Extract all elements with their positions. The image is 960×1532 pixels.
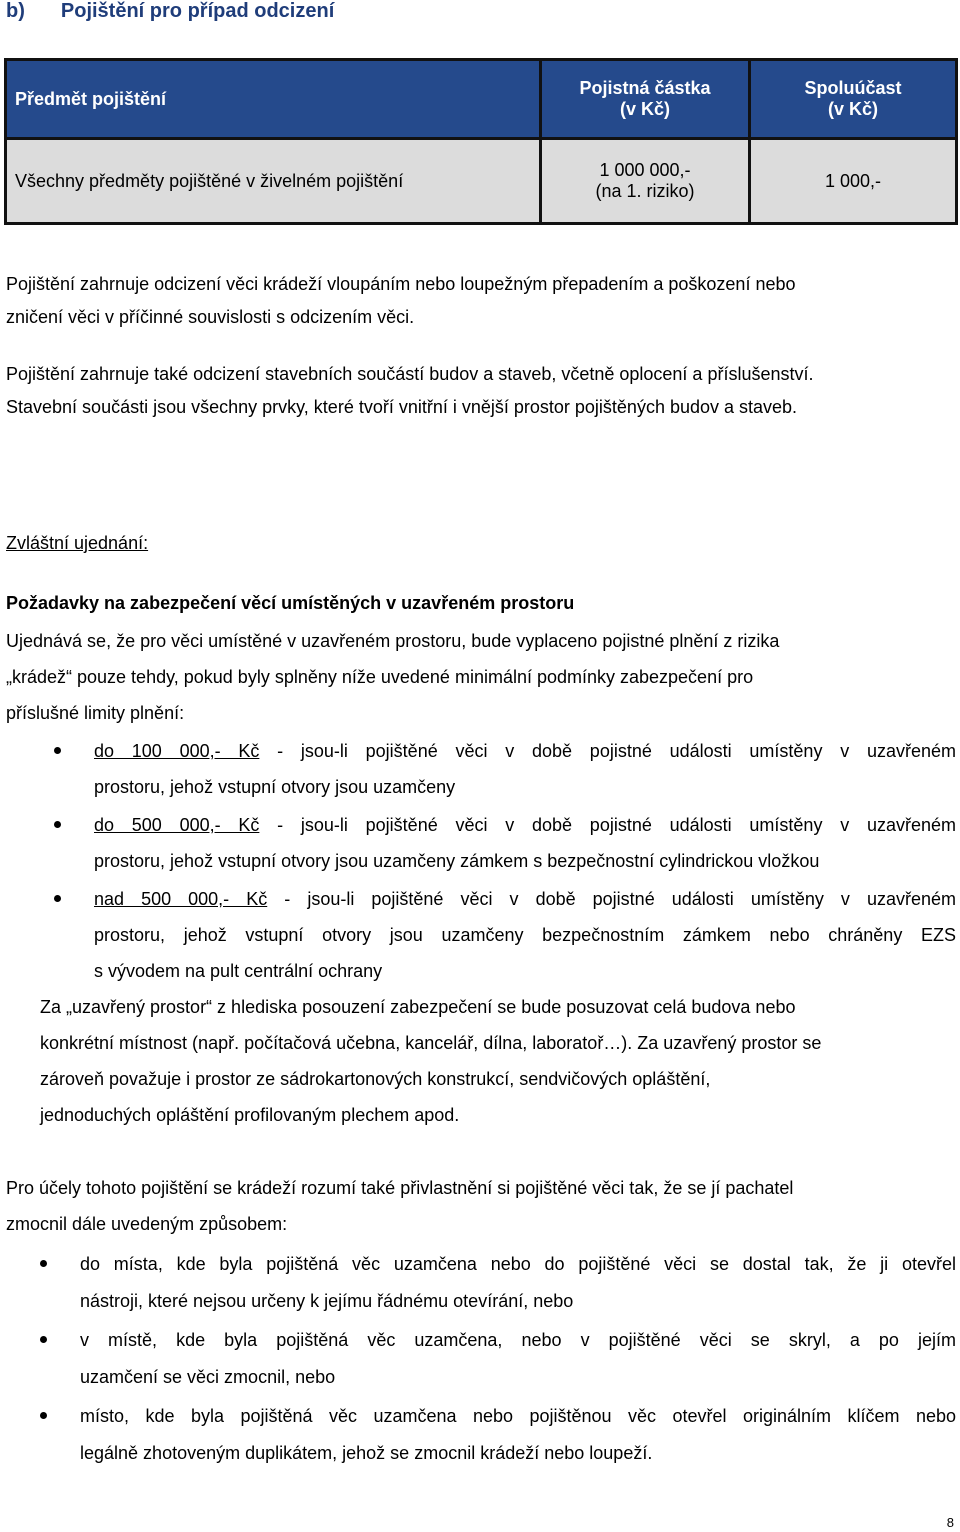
- paragraph-theft-scope: [6, 268, 951, 334]
- header-deductible-line2: (v Kč): [827, 99, 878, 119]
- bullet-icon: [54, 747, 61, 754]
- section-number: b): [6, 0, 25, 22]
- theft-line: do místa, kde byla pojištěná věc uzamčena nebo do pojištěné věci se dostal tak, že ji otevřel: [80, 1254, 956, 1274]
- bullet-icon: [40, 1412, 47, 1419]
- paragraph-line: příslušné limity plnění:: [6, 703, 185, 723]
- cell-sum: [541, 139, 750, 224]
- paragraph-line: konkrétní místnost (např. počítačová učebna, kancelář, dílna, laboratoř…). Za uzavřený prostor se: [40, 1033, 822, 1053]
- header-sum-line1: Pojistná částka: [579, 78, 711, 98]
- limit-desc: - jsou-li pojištěné věci v době pojistné události umístěny v uzavřeném: [259, 815, 957, 835]
- table-header-row: [6, 60, 957, 139]
- table-row: [6, 139, 957, 224]
- paragraph-closed-space: [40, 989, 950, 1133]
- paragraph-line: Pojištění zahrnuje také odcizení stavebních součástí budov a staveb, včetně oplocení a příslušenství.: [6, 364, 814, 384]
- limit-desc: - jsou-li pojištěné věci v době pojistné události umístěny v uzavřeném: [259, 741, 957, 761]
- paragraph-line: Ujednává se, že pro věci umístěné v uzavřeném prostoru, bude vyplaceno pojistné plnění z rizika: [6, 631, 780, 651]
- paragraph-line: Pro účely tohoto pojištění se krádeží rozumí také přivlastnění si pojištěné věci tak, že se jí pachatel: [6, 1178, 794, 1198]
- cell-subject: Všechny předměty pojištěné v živelném pojištění: [6, 139, 541, 224]
- header-sum-line2: (v Kč): [619, 99, 670, 119]
- limit-amount: do 100 000,- Kč: [94, 741, 260, 761]
- limit-line: prostoru, jehož vstupní otvory jsou uzamčeny: [94, 777, 456, 797]
- cell-deductible: 1 000,-: [750, 139, 957, 224]
- paragraph-agreement: [6, 623, 951, 731]
- theft-line: nástroji, které nejsou určeny k jejímu řádnému otevírání, nebo: [80, 1291, 574, 1311]
- paragraph-theft-definition: [6, 1170, 951, 1242]
- bullet-icon: [54, 895, 61, 902]
- limit-desc: - jsou-li pojištěné věci v době pojistné události umístěny v uzavřeném: [267, 889, 956, 909]
- paragraph-line: Pojištění zahrnuje odcizení věci krádeží vloupáním nebo loupežným přepadením a poškození nebo: [6, 274, 796, 294]
- paragraph-line: „krádež“ pouze tehdy, pokud byly splněny níže uvedené minimální podmínky zabezpečení pro: [6, 667, 754, 687]
- bullet-icon: [54, 821, 61, 828]
- limit-line: prostoru, jehož vstupní otvory jsou uzamčeny bezpečnostním zámkem nebo chráněny EZS: [94, 925, 956, 945]
- theft-line: místo, kde byla pojištěná věc uzamčena nebo pojištěnou věc otevřel originálním klíčem nebo: [80, 1406, 956, 1426]
- limit-text: [94, 881, 956, 989]
- theft-line: v místě, kde byla pojištěná věc uzamčena, nebo v pojištěné věci se skryl, a po jejím: [80, 1330, 956, 1350]
- bullet-icon: [40, 1336, 47, 1343]
- theft-text: [80, 1246, 956, 1320]
- cell-sum-line2: (na 1. riziko): [595, 181, 695, 201]
- header-deductible-line1: Spoluúčast: [804, 78, 902, 98]
- limit-line: [94, 881, 956, 917]
- paragraph-line: zmocnil dále uvedeným způsobem:: [6, 1214, 288, 1234]
- limit-text: [94, 733, 956, 805]
- paragraph-building-parts: [6, 358, 951, 424]
- bullet-icon: [40, 1260, 47, 1267]
- paragraph-line: zničení věci v příčinné souvislosti s odcizením věci.: [6, 307, 415, 327]
- limit-line: [94, 807, 956, 843]
- limit-line: s vývodem na pult centrální ochrany: [94, 961, 383, 981]
- limit-text: [94, 807, 956, 879]
- limit-amount: do 500 000,- Kč: [94, 815, 260, 835]
- theft-line: legálně zhotoveným duplikátem, jehož se zmocnil krádeží nebo loupeží.: [80, 1443, 653, 1463]
- limit-line: prostoru, jehož vstupní otvory jsou uzamčeny zámkem s bezpečnostní cylindrickou vložkou: [94, 851, 820, 871]
- theft-line: uzamčení se věci zmocnil, nebo: [80, 1367, 336, 1387]
- theft-text: [80, 1322, 956, 1396]
- security-requirements-subtitle: Požadavky na zabezpečení věcí umístěných v uzavřeném prostoru: [6, 593, 575, 613]
- section-heading: [6, 0, 334, 23]
- theft-text: [80, 1398, 956, 1472]
- paragraph-line: Za „uzavřený prostor“ z hlediska posouzení zabezpečení se bude posuzovat celá budova nebo: [40, 997, 796, 1017]
- paragraph-line: zároveň považuje i prostor ze sádrokartonových konstrukcí, sendvičových opláštění,: [40, 1069, 711, 1089]
- header-deductible: [750, 60, 957, 139]
- paragraph-line: Stavební součásti jsou všechny prvky, které tvoří vnitřní i vnější prostor pojištěných budov a staveb.: [6, 397, 798, 417]
- header-subject: Předmět pojištění: [6, 60, 541, 139]
- paragraph-line: jednoduchých opláštění profilovaným plechem apod.: [40, 1105, 460, 1125]
- header-sum: [541, 60, 750, 139]
- special-terms-title: Zvláštní ujednání:: [6, 533, 149, 553]
- insurance-table: [4, 58, 958, 225]
- limit-line: [94, 733, 956, 769]
- cell-sum-line1: 1 000 000,-: [599, 160, 691, 180]
- limit-amount: nad 500 000,- Kč: [94, 889, 268, 909]
- section-title: Pojištění pro případ odcizení: [60, 0, 335, 22]
- page-number: 8: [946, 1515, 954, 1530]
